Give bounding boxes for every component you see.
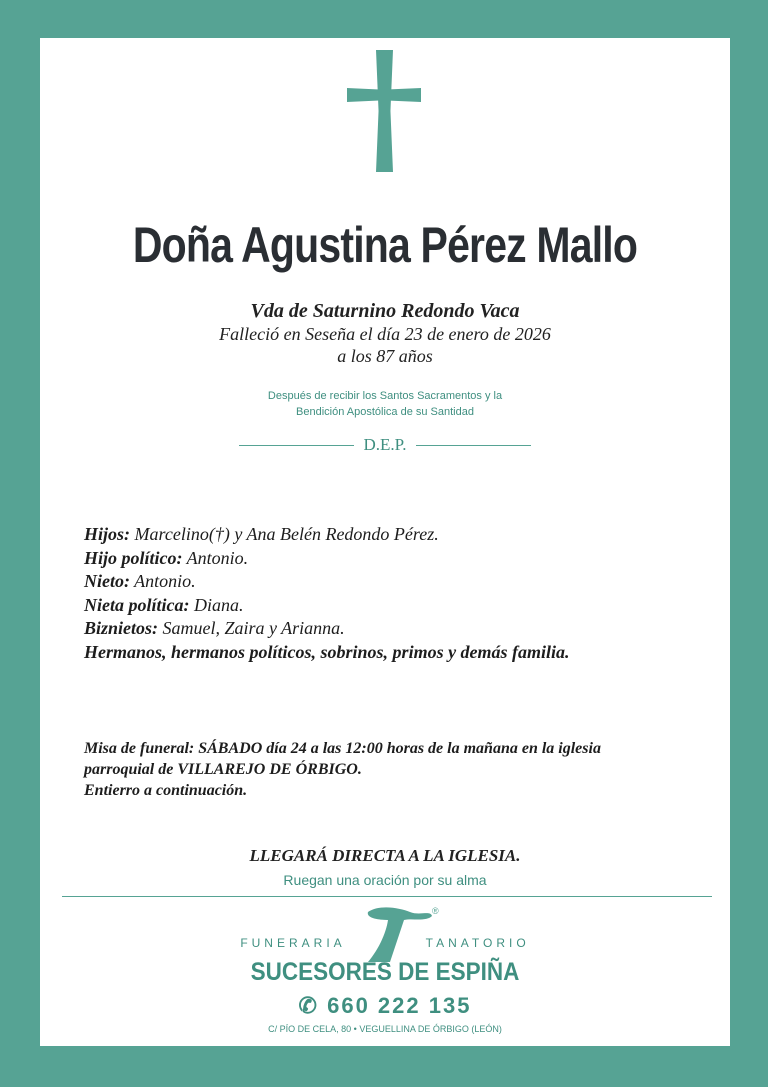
family-item bbox=[84, 617, 570, 641]
sacraments-line: Bendición Apostólica de su Santidad bbox=[296, 406, 474, 418]
divider-line bbox=[416, 445, 531, 446]
family-item bbox=[84, 570, 570, 594]
widow-of: Vda de Saturnino Redondo Vaca bbox=[250, 300, 520, 322]
mass-line: parroquial de VILLAREJO DE ÓRBIGO. bbox=[84, 761, 362, 778]
family-item bbox=[84, 594, 570, 618]
sacraments-line: Después de recibir los Santos Sacramentos y la bbox=[267, 390, 503, 402]
cross-icon bbox=[376, 50, 393, 172]
family-value: Diana. bbox=[189, 594, 244, 615]
obituary-notice bbox=[40, 38, 730, 1046]
family-label: Nieto: bbox=[84, 571, 130, 591]
age: a los 87 años bbox=[337, 346, 433, 366]
family-list bbox=[84, 523, 570, 664]
deceased-name: Doña Agustina Pérez Mallo bbox=[132, 217, 638, 273]
tanatorio-label: TANATORIO bbox=[425, 936, 530, 950]
cross-icon-arm bbox=[347, 88, 421, 102]
funeral-home-type bbox=[40, 936, 730, 950]
church-note: LLEGARÁ DIRECTA A LA IGLESIA. bbox=[249, 846, 521, 865]
divider-line bbox=[62, 896, 712, 897]
family-label: Biznietos: bbox=[84, 618, 159, 638]
death-info: Falleció en Seseña el día 23 de enero de 2026 bbox=[219, 324, 551, 344]
family-label: Hijos: bbox=[84, 524, 131, 544]
family-value: Marcelino(†) y Ana Belén Redondo Pérez. bbox=[130, 524, 439, 544]
mass-line: Entierro a continuación. bbox=[84, 782, 248, 799]
address: C/ PÍO DE CELA, 80 • VEGUELLINA DE ÓRBIGO (LEÓN) bbox=[268, 1024, 502, 1034]
family-label: Hermanos, hermanos políticos, sobrinos, primos y demás familia. bbox=[84, 641, 570, 662]
dep-divider bbox=[40, 435, 730, 455]
divider-line bbox=[239, 445, 354, 446]
family-label: Nieta política: bbox=[84, 594, 190, 615]
prayer-request: Ruegan una oración por su alma bbox=[283, 872, 487, 888]
phone-icon: ✆ bbox=[298, 993, 328, 1018]
registered-mark: ® bbox=[432, 906, 439, 916]
phone-number: 660 222 135 bbox=[327, 993, 472, 1018]
funeral-home-name: SUCESORES DE ESPIÑA bbox=[250, 958, 520, 986]
funeral-home-logo bbox=[360, 904, 440, 966]
family-item bbox=[84, 547, 570, 571]
funeraria-label: FUNERARIA bbox=[240, 936, 346, 950]
phone bbox=[40, 993, 730, 1019]
family-item bbox=[84, 641, 570, 665]
dep-label: D.E.P. bbox=[363, 435, 407, 454]
mass-line: Misa de funeral: SÁBADO día 24 a las 12:00 horas de la mañana en la iglesia bbox=[84, 740, 601, 757]
sacraments-text bbox=[40, 388, 730, 420]
family-item bbox=[84, 523, 570, 547]
family-value: Antonio. bbox=[129, 571, 196, 591]
mass-info bbox=[84, 738, 601, 801]
family-value: Antonio. bbox=[182, 547, 249, 568]
family-value: Samuel, Zaira y Arianna. bbox=[158, 618, 345, 638]
family-label: Hijo político: bbox=[84, 547, 183, 568]
